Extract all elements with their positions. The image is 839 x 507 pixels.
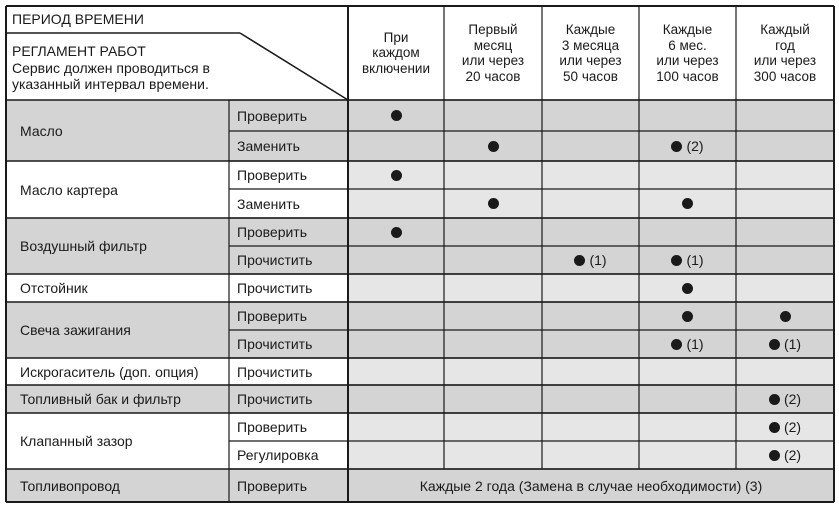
schedule-mark-cell xyxy=(639,161,736,189)
action-label: Заменить xyxy=(237,138,300,154)
bullet-icon xyxy=(780,311,791,322)
schedule-mark-cell xyxy=(444,189,542,218)
interval-header-first-month: Первый месяц или через 20 часов xyxy=(461,22,525,84)
schedule-mark-cell xyxy=(639,358,736,385)
footnote-ref: (1) xyxy=(686,252,704,268)
bullet-icon xyxy=(488,141,499,152)
schedule-mark-cell xyxy=(736,100,834,131)
footnote-ref: (2) xyxy=(783,419,802,435)
schedule-mark-cell xyxy=(348,385,444,413)
footnote-ref: (1) xyxy=(589,252,607,268)
interval-header-3-months: Каждые 3 месяца или через 50 часов xyxy=(559,22,622,84)
schedule-mark-cell xyxy=(542,274,639,302)
schedule-mark-cell xyxy=(639,131,736,161)
footnote-ref: (2) xyxy=(686,138,704,154)
schedule-mark-cell xyxy=(348,441,444,469)
interval-header-6-months: Каждые 6 мес. или через 100 часов xyxy=(656,22,719,84)
period-label: ПЕРИОД ВРЕМЕНИ xyxy=(12,11,144,27)
schedule-mark-cell xyxy=(348,274,444,302)
schedule-mark-cell xyxy=(639,302,736,330)
bullet-icon xyxy=(769,339,780,350)
action-label: Проверить xyxy=(237,477,308,494)
bullet-icon xyxy=(769,422,780,433)
schedule-note-line1: Сервис должен проводиться в xyxy=(12,59,210,76)
schedule-mark-cell xyxy=(542,413,639,441)
schedule-mark-cell xyxy=(736,218,834,246)
bullet-icon xyxy=(671,255,682,266)
schedule-mark-cell xyxy=(542,385,639,413)
schedule-mark-cell xyxy=(736,330,834,358)
schedule-mark-cell xyxy=(444,100,542,131)
bullet-icon xyxy=(671,141,682,152)
bullet-icon xyxy=(391,227,402,238)
component-label: Клапанный зазор xyxy=(20,433,133,449)
schedule-mark-cell xyxy=(348,161,444,189)
schedule-mark-cell xyxy=(639,189,736,218)
schedule-mark-cell xyxy=(736,274,834,302)
schedule-mark-cell xyxy=(639,246,736,274)
schedule-mark-cell xyxy=(444,131,542,161)
schedule-label: РЕГЛАМЕНТ РАБОТ xyxy=(12,43,146,59)
footnote-ref: (2) xyxy=(783,447,802,463)
schedule-mark-cell xyxy=(348,100,444,131)
component-label: Искрогаситель (доп. опция) xyxy=(20,363,199,380)
schedule-mark-cell xyxy=(736,302,834,330)
schedule-mark-cell xyxy=(348,131,444,161)
schedule-mark-cell xyxy=(639,385,736,413)
schedule-mark-cell xyxy=(736,358,834,385)
schedule-note-line2: указанный интервал времени. xyxy=(12,75,209,92)
action-label: Проверить xyxy=(237,107,308,124)
schedule-mark-cell xyxy=(542,218,639,246)
component-label: Свеча зажигания xyxy=(20,322,131,338)
action-label: Регулировка xyxy=(237,447,319,463)
schedule-mark-cell xyxy=(639,100,736,131)
schedule-mark-cell xyxy=(348,330,444,358)
schedule-mark-cell xyxy=(348,189,444,218)
schedule-mark-cell xyxy=(736,189,834,218)
bullet-icon xyxy=(574,255,585,266)
interval-header-each-start: При каждом включении xyxy=(361,29,430,76)
schedule-mark-cell xyxy=(444,218,542,246)
schedule-mark-cell xyxy=(348,218,444,246)
bullet-icon xyxy=(682,283,693,294)
schedule-mark-cell xyxy=(542,358,639,385)
schedule-mark-cell xyxy=(542,246,639,274)
component-label: Отстойник xyxy=(20,280,88,296)
bullet-icon xyxy=(682,311,693,322)
schedule-mark-cell xyxy=(444,413,542,441)
schedule-mark-cell xyxy=(542,441,639,469)
schedule-mark-cell xyxy=(639,330,736,358)
action-label: Прочистить xyxy=(237,336,313,352)
action-label: Проверить xyxy=(237,167,308,183)
bullet-icon xyxy=(769,450,780,461)
interval-note-text: Каждые 2 года (Замена в случае необходимости) (3) xyxy=(419,477,763,494)
bullet-icon xyxy=(488,198,499,209)
schedule-mark-cell xyxy=(639,413,736,441)
schedule-mark-cell xyxy=(348,413,444,441)
action-label: Прочистить xyxy=(237,363,313,380)
interval-header-yearly: Каждый год или через 300 часов xyxy=(753,22,817,84)
component-label: Топливный бак и фильтр xyxy=(20,391,181,407)
schedule-mark-cell xyxy=(444,358,542,385)
footnote-ref: (2) xyxy=(783,391,802,407)
bullet-icon xyxy=(671,339,682,350)
component-label: Воздушный фильтр xyxy=(20,238,147,254)
schedule-mark-cell xyxy=(542,302,639,330)
schedule-mark-cell xyxy=(542,330,639,358)
action-label: Прочистить xyxy=(237,252,313,268)
schedule-mark-cell xyxy=(736,441,834,469)
action-label: Проверить xyxy=(237,224,308,240)
schedule-mark-cell xyxy=(736,161,834,189)
schedule-mark-cell xyxy=(542,161,639,189)
action-label: Заменить xyxy=(237,195,300,212)
schedule-mark-cell xyxy=(542,100,639,131)
bullet-icon xyxy=(682,198,693,209)
schedule-mark-cell xyxy=(444,246,542,274)
schedule-mark-cell xyxy=(348,302,444,330)
component-label: Топливопровод xyxy=(20,477,120,494)
schedule-mark-cell xyxy=(639,274,736,302)
schedule-mark-cell xyxy=(444,161,542,189)
action-label: Прочистить xyxy=(237,280,313,296)
component-label: Масло картера xyxy=(20,181,118,198)
component-label: Масло xyxy=(20,122,63,139)
schedule-mark-cell xyxy=(639,218,736,246)
schedule-mark-cell xyxy=(444,441,542,469)
bullet-icon xyxy=(391,110,402,121)
schedule-mark-cell xyxy=(736,413,834,441)
footnote-ref: (1) xyxy=(783,336,802,352)
schedule-mark-cell xyxy=(639,441,736,469)
action-label: Проверить xyxy=(237,308,308,324)
action-label: Прочистить xyxy=(237,391,313,407)
schedule-mark-cell xyxy=(542,131,639,161)
schedule-mark-cell xyxy=(444,274,542,302)
schedule-mark-cell xyxy=(736,385,834,413)
schedule-mark-cell xyxy=(736,131,834,161)
action-label: Проверить xyxy=(237,419,308,435)
schedule-mark-cell xyxy=(444,330,542,358)
schedule-mark-cell xyxy=(348,246,444,274)
bullet-icon xyxy=(391,170,402,181)
schedule-mark-cell xyxy=(444,385,542,413)
footnote-ref: (1) xyxy=(686,336,704,352)
schedule-mark-cell xyxy=(348,358,444,385)
schedule-mark-cell xyxy=(736,246,834,274)
schedule-mark-cell xyxy=(542,189,639,218)
schedule-mark-cell xyxy=(444,302,542,330)
bullet-icon xyxy=(769,394,780,405)
